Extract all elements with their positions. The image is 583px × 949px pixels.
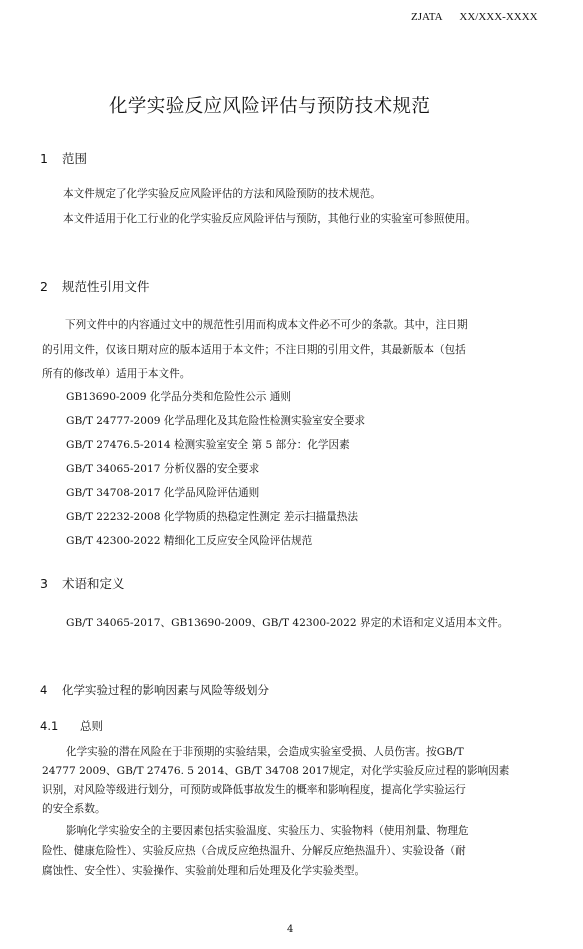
section-1-heading — [40, 149, 87, 167]
terms-paragraph: GB/T 34065-2017、GB13690-2009、GB/T 42300-2022 界定的术语和定义适用本文件。 — [66, 617, 509, 629]
factors-paragraph-line-2: 险性、健康危险性）、实验反应热（合成反应绝热温升、分解反应绝热温升）、实验设备（耐 — [42, 845, 466, 857]
subsection-title: 总则 — [80, 719, 103, 733]
subsection-4-1-heading — [40, 718, 103, 734]
section-3-heading — [40, 574, 125, 592]
scope-paragraph-2: 本文件适用于化工行业的化学实验反应风险评估与预防，其他行业的实验室可参照使用。 — [63, 213, 477, 225]
document-title: 化学实验反应风险评估与预防技术规范 — [109, 96, 431, 117]
page-number: 4 — [287, 924, 294, 935]
factors-paragraph-line-3: 腐蚀性、安全性）、实验操作、实验前处理和后处理及化学实验类型。 — [42, 865, 366, 877]
factors-paragraph-line-1: 影响化学实验安全的主要因素包括实验温度、实验压力、实验物料（使用剂量、物理危 — [66, 825, 469, 837]
section-title: 规范性引用文件 — [62, 279, 150, 294]
reference-item: GB/T 27476.5-2014 检测实验室安全 第 5 部分：化学因素 — [66, 439, 350, 451]
reference-item: GB/T 22232-2008 化学物质的热稳定性测定 差示扫描量热法 — [66, 511, 358, 523]
general-paragraph-line-3: 识别，对风险等级进行划分，可预防或降低事故发生的概率和影响程度，提高化学实验运行 — [42, 784, 466, 796]
reference-item: GB13690-2009 化学品分类和危险性公示 通则 — [66, 391, 291, 403]
general-paragraph-line-2: 24777 2009、GB/T 27476. 5 2014、GB/T 34708 2017规定，对化学实验反应过程的影响因素 — [42, 765, 510, 777]
general-paragraph-line-4: 的安全系数。 — [42, 803, 106, 815]
document-header — [411, 11, 538, 23]
section-title: 术语和定义 — [62, 576, 125, 591]
section-number: 2 — [40, 279, 48, 294]
section-4-heading — [40, 682, 269, 698]
section-title: 化学实验过程的影响因素与风险等级划分 — [62, 683, 269, 697]
header-doc-number: XX/XXX-XXXX — [459, 11, 538, 23]
reference-item: GB/T 24777-2009 化学品理化及其危险性检测实验室安全要求 — [66, 415, 366, 427]
reference-item: GB/T 34708-2017 化学品风险评估通则 — [66, 487, 260, 499]
general-paragraph-line-1: 化学实验的潜在风险在于非预期的实验结果，会造成实验室受损、人员伤害。按GB/T — [66, 746, 464, 758]
normative-intro-line-2: 的引用文件，仅该日期对应的版本适用于本文件；不注日期的引用文件，其最新版本（包括 — [42, 344, 466, 356]
scope-paragraph-1: 本文件规定了化学实验反应风险评估的方法和风险预防的技术规范。 — [63, 188, 381, 200]
normative-intro-line-3: 所有的修改单）适用于本文件。 — [42, 368, 191, 380]
subsection-number: 4.1 — [40, 719, 59, 733]
section-2-heading — [40, 277, 150, 295]
reference-item: GB/T 42300-2022 精细化工反应安全风险评估规范 — [66, 535, 313, 547]
header-org: ZJATA — [411, 11, 442, 23]
section-number: 1 — [40, 151, 48, 166]
section-title: 范围 — [62, 151, 88, 166]
section-number: 3 — [40, 576, 48, 591]
normative-intro-line-1: 下列文件中的内容通过文中的规范性引用而构成本文件必不可少的条款。其中，注日期 — [65, 319, 468, 331]
reference-item: GB/T 34065-2017 分析仪器的安全要求 — [66, 463, 260, 475]
section-number: 4 — [40, 683, 48, 697]
